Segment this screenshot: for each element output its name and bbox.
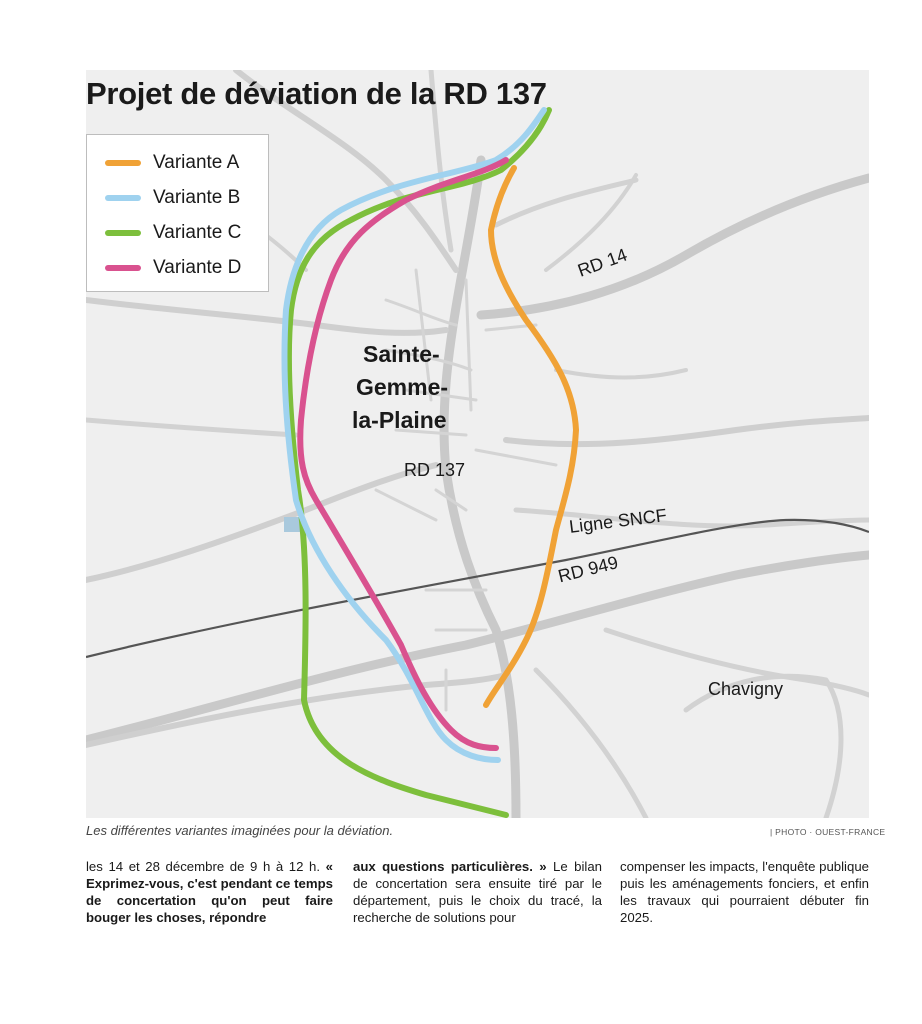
- road-east: [506, 418, 869, 444]
- legend-label: Variante A: [153, 151, 240, 173]
- article-column-2: [353, 858, 602, 926]
- road-label-rd137: RD 137: [404, 460, 466, 480]
- route-variante-a: [486, 168, 576, 705]
- road-label-rd949: RD 949: [556, 552, 621, 587]
- legend-swatch: [105, 265, 141, 271]
- figure-caption: Les différentes variantes imaginées pour la déviation.: [86, 823, 394, 838]
- legend-swatch: [105, 195, 141, 201]
- article-text: Le bilan de concertation sera ensuite tiré par le département, puis le choix du tracé, la recherche de solutions pour: [353, 859, 602, 925]
- road-south: [536, 670, 646, 818]
- town-label-line1: Sainte-: [363, 341, 440, 367]
- road-north-west: [86, 300, 446, 333]
- pond: [284, 517, 300, 532]
- legend-item-variante-a: [87, 145, 268, 180]
- railway-label-sncf: Ligne SNCF: [568, 505, 668, 537]
- article-column-1: [86, 858, 333, 926]
- road-west-2: [86, 420, 296, 435]
- article-quote: aux questions particulières. »: [353, 859, 547, 874]
- village-label-chavigny: Chavigny: [708, 679, 784, 699]
- town-label-line2: Gemme-: [356, 374, 449, 400]
- legend-swatch: [105, 160, 141, 166]
- photo-credit: | PHOTO · OUEST-FRANCE: [770, 827, 886, 837]
- road-rd14: [481, 178, 869, 315]
- legend-item-variante-b: [87, 180, 268, 215]
- legend-label: Variante C: [153, 221, 242, 243]
- article-text: les 14 et 28 décembre de 9 h à 12 h.: [86, 859, 321, 874]
- legend-swatch: [105, 230, 141, 236]
- article-quote: « Exprimez-vous, c'est pendant ce temps de concertation qu'on peut faire bouger les choses, répondre: [86, 859, 333, 925]
- town-label-line3: la-Plaine: [352, 407, 447, 433]
- map-title: Projet de déviation de la RD 137: [86, 76, 547, 111]
- road-label-rd14: RD 14: [575, 244, 630, 281]
- legend-item-variante-d: [87, 250, 268, 285]
- legend-label: Variante D: [153, 256, 242, 278]
- road-east-3: [556, 370, 686, 378]
- legend-label: Variante B: [153, 186, 241, 208]
- legend-item-variante-c: [87, 215, 268, 250]
- legend: [86, 134, 269, 292]
- article-text: compenser les impacts, l'enquête publique puis les aménagements fonciers, et enfin les travaux qui pourraient débuter fin 2025.: [620, 859, 869, 925]
- road-west: [86, 465, 436, 580]
- article-column-3: [620, 858, 869, 926]
- road-rd137: [444, 160, 516, 818]
